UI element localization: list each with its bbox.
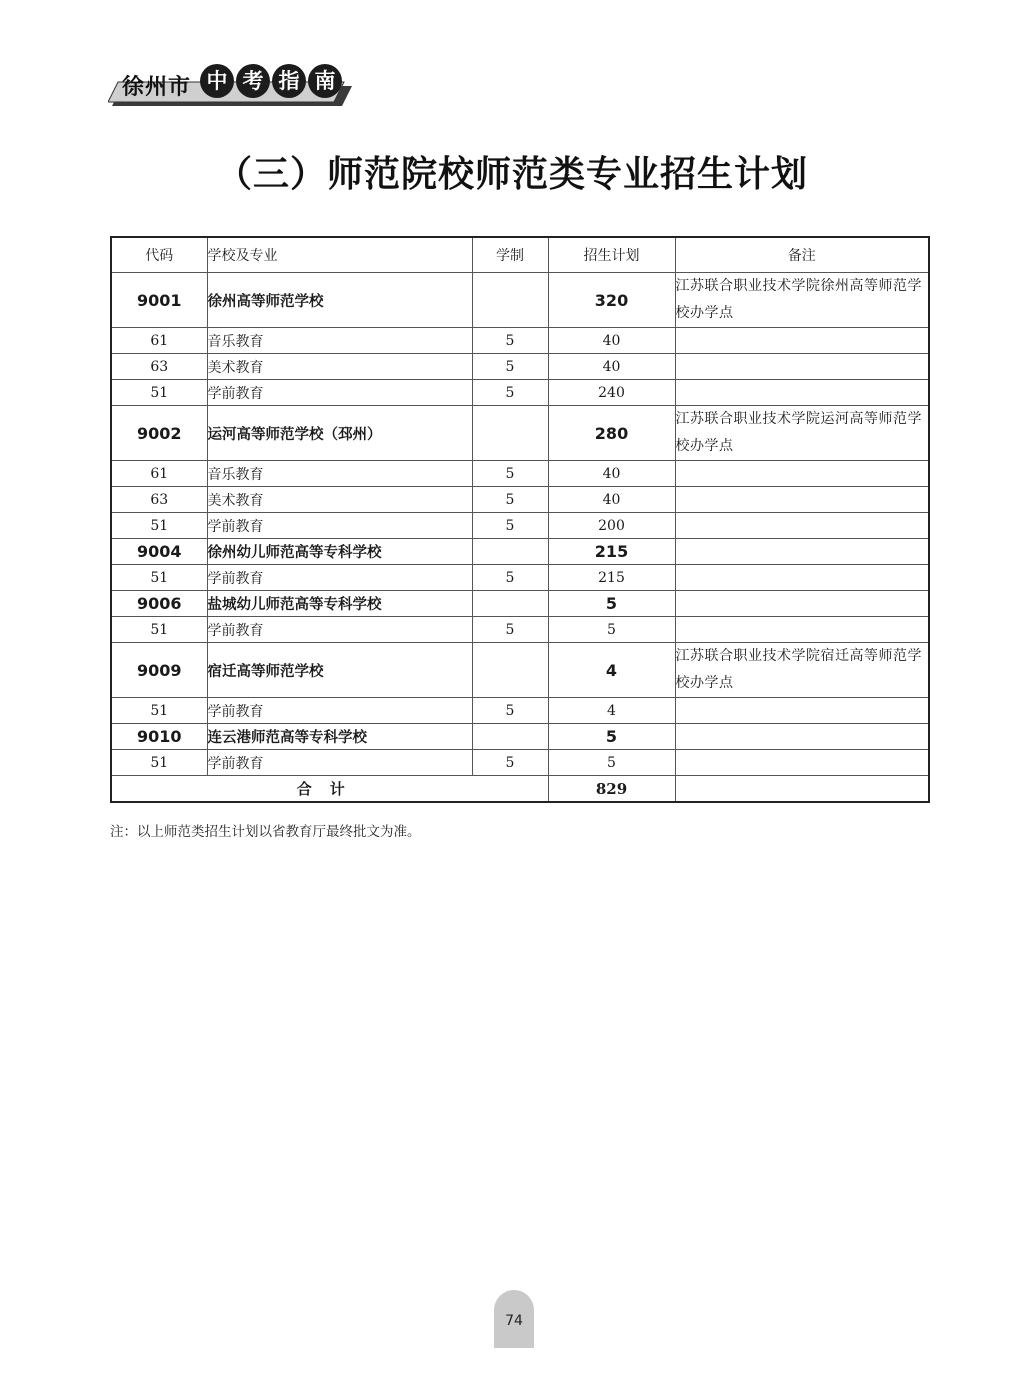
cell-note <box>675 513 929 539</box>
cell-duration: 5 <box>472 513 548 539</box>
banner-seal-char: 中 <box>200 64 234 98</box>
header-duration: 学制 <box>472 237 548 273</box>
cell-duration: 5 <box>472 698 548 724</box>
cell-code: 9004 <box>111 539 207 565</box>
cell-note <box>675 591 929 617</box>
cell-plan: 40 <box>548 354 675 380</box>
cell-code: 51 <box>111 380 207 406</box>
cell-plan: 200 <box>548 513 675 539</box>
cell-note <box>675 380 929 406</box>
banner-city: 徐州市 <box>122 75 192 100</box>
school-row <box>111 273 929 328</box>
cell-duration: 5 <box>472 380 548 406</box>
cell-code: 9009 <box>111 643 207 698</box>
cell-plan: 215 <box>548 539 675 565</box>
cell-school-major: 连云港师范高等专科学校 <box>207 724 472 750</box>
cell-plan: 4 <box>548 643 675 698</box>
cell-note <box>675 724 929 750</box>
cell-duration: 5 <box>472 328 548 354</box>
major-row <box>111 461 929 487</box>
cell-plan: 40 <box>548 328 675 354</box>
cell-school-major: 学前教育 <box>207 380 472 406</box>
cell-plan: 40 <box>548 461 675 487</box>
cell-school-major: 音乐教育 <box>207 461 472 487</box>
header-code: 代码 <box>111 237 207 273</box>
page-title: （三）师范院校师范类专业招生计划 <box>215 154 808 195</box>
cell-note: 江苏联合职业技术学院运河高等师范学校办学点 <box>675 406 929 461</box>
cell-code: 9010 <box>111 724 207 750</box>
cell-note: 江苏联合职业技术学院宿迁高等师范学校办学点 <box>675 643 929 698</box>
cell-plan: 40 <box>548 487 675 513</box>
major-row <box>111 328 929 354</box>
total-value: 829 <box>548 776 675 803</box>
school-row <box>111 591 929 617</box>
cell-code: 51 <box>111 513 207 539</box>
cell-code: 51 <box>111 617 207 643</box>
major-row <box>111 698 929 724</box>
cell-duration <box>472 273 548 328</box>
cell-note <box>675 461 929 487</box>
cell-plan: 5 <box>548 617 675 643</box>
cell-duration: 5 <box>472 354 548 380</box>
cell-duration <box>472 591 548 617</box>
banner-seal-char: 指 <box>272 64 306 98</box>
cell-code: 51 <box>111 750 207 776</box>
major-row <box>111 617 929 643</box>
cell-duration <box>472 539 548 565</box>
major-row <box>111 750 929 776</box>
cell-school-major: 盐城幼儿师范高等专科学校 <box>207 591 472 617</box>
cell-school-major: 学前教育 <box>207 698 472 724</box>
cell-code: 61 <box>111 328 207 354</box>
total-label: 合计 <box>111 776 548 803</box>
cell-duration: 5 <box>472 565 548 591</box>
major-row <box>111 565 929 591</box>
cell-plan: 5 <box>548 724 675 750</box>
banner-seal-char: 南 <box>308 64 342 98</box>
cell-plan: 280 <box>548 406 675 461</box>
cell-note <box>675 565 929 591</box>
cell-note <box>675 487 929 513</box>
cell-school-major: 音乐教育 <box>207 328 472 354</box>
total-note <box>675 776 929 803</box>
cell-duration <box>472 406 548 461</box>
cell-plan: 5 <box>548 591 675 617</box>
cell-school-major: 徐州幼儿师范高等专科学校 <box>207 539 472 565</box>
cell-plan: 5 <box>548 750 675 776</box>
cell-code: 9002 <box>111 406 207 461</box>
cell-code: 63 <box>111 354 207 380</box>
cell-duration <box>472 643 548 698</box>
cell-note <box>675 354 929 380</box>
cell-plan: 240 <box>548 380 675 406</box>
cell-note: 江苏联合职业技术学院徐州高等师范学校办学点 <box>675 273 929 328</box>
cell-note <box>675 539 929 565</box>
major-row <box>111 380 929 406</box>
school-row <box>111 724 929 750</box>
cell-school-major: 运河高等师范学校（邳州） <box>207 406 472 461</box>
cell-school-major: 学前教育 <box>207 750 472 776</box>
cell-duration: 5 <box>472 750 548 776</box>
cell-code: 51 <box>111 565 207 591</box>
cell-school-major: 学前教育 <box>207 513 472 539</box>
cell-school-major: 美术教育 <box>207 487 472 513</box>
cell-school-major: 宿迁高等师范学校 <box>207 643 472 698</box>
page-number: 74 <box>494 1290 534 1348</box>
cell-code: 63 <box>111 487 207 513</box>
header-school-major: 学校及专业 <box>207 237 472 273</box>
major-row <box>111 354 929 380</box>
cell-duration: 5 <box>472 487 548 513</box>
table-total-row <box>111 776 929 803</box>
cell-school-major: 徐州高等师范学校 <box>207 273 472 328</box>
cell-school-major: 学前教育 <box>207 617 472 643</box>
school-row <box>111 539 929 565</box>
banner-seal-char: 考 <box>236 64 270 98</box>
cell-school-major: 学前教育 <box>207 565 472 591</box>
header-note: 备注 <box>675 237 929 273</box>
school-row <box>111 406 929 461</box>
major-row <box>111 487 929 513</box>
cell-code: 9001 <box>111 273 207 328</box>
cell-plan: 215 <box>548 565 675 591</box>
cell-code: 61 <box>111 461 207 487</box>
table-body <box>111 273 929 776</box>
header-plan: 招生计划 <box>548 237 675 273</box>
cell-code: 9006 <box>111 591 207 617</box>
cell-code: 51 <box>111 698 207 724</box>
cell-duration <box>472 724 548 750</box>
cell-plan: 320 <box>548 273 675 328</box>
enrollment-plan-table <box>110 236 930 803</box>
cell-note <box>675 328 929 354</box>
cell-school-major: 美术教育 <box>207 354 472 380</box>
cell-note <box>675 750 929 776</box>
major-row <box>111 513 929 539</box>
header-banner <box>108 62 356 108</box>
cell-note <box>675 617 929 643</box>
cell-duration: 5 <box>472 617 548 643</box>
table-header-row <box>111 237 929 273</box>
cell-note <box>675 698 929 724</box>
school-row <box>111 643 929 698</box>
cell-duration: 5 <box>472 461 548 487</box>
cell-plan: 4 <box>548 698 675 724</box>
footnote: 注：以上师范类招生计划以省教育厅最终批文为准。 <box>110 824 421 840</box>
